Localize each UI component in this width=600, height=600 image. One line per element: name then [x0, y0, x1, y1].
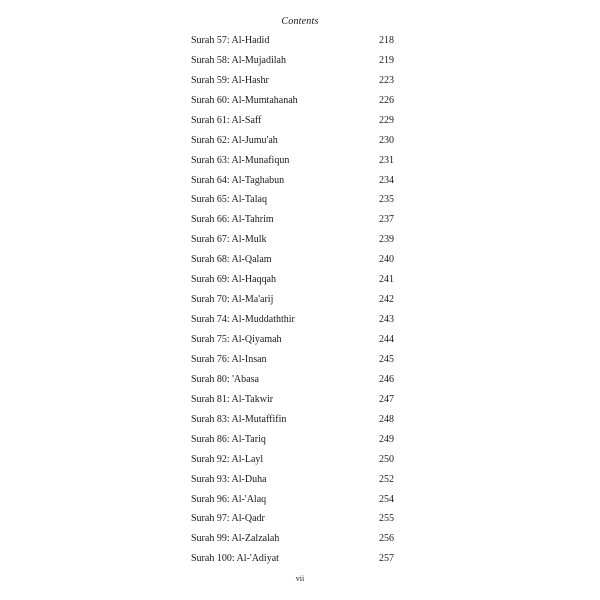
- toc-entry-title: Surah 57: Al-Hadid: [191, 34, 270, 46]
- toc-entry-title: Surah 60: Al-Mumtahanah: [191, 94, 298, 106]
- toc-entry-page: 234: [379, 174, 394, 186]
- toc-entry-page: 240: [379, 254, 394, 266]
- toc-entry: [191, 290, 394, 310]
- toc-entry-title: Surah 65: Al-Talaq: [191, 194, 267, 206]
- toc-entry: [191, 490, 394, 510]
- toc-entry: [191, 111, 394, 131]
- toc-entry-title: Surah 66: Al-Tahrim: [191, 214, 274, 226]
- toc-entry-title: Surah 81: Al-Takwir: [191, 393, 274, 405]
- toc-entry: [191, 430, 394, 450]
- toc-entry: [191, 230, 394, 250]
- toc-entry-page: 257: [379, 553, 394, 565]
- toc-entry: [191, 330, 394, 350]
- toc-entry: [191, 370, 394, 390]
- toc-entry-page: 226: [379, 94, 394, 106]
- toc-entry-title: Surah 59: Al-Hashr: [191, 74, 269, 86]
- toc-entry: [191, 450, 394, 470]
- toc-entry: [191, 549, 394, 569]
- toc-entry-title: Surah 62: Al-Jumu'ah: [191, 134, 278, 146]
- toc-entry-title: Surah 69: Al-Haqqah: [191, 274, 276, 286]
- toc-entry-page: 242: [379, 294, 394, 306]
- page-number: vii: [295, 574, 305, 583]
- toc-entry-page: 250: [379, 453, 394, 465]
- toc-entry: [191, 250, 394, 270]
- toc-entry-title: Surah 97: Al-Qadr: [191, 513, 265, 525]
- toc-entry: [191, 131, 394, 151]
- toc-entry: [191, 350, 394, 370]
- toc-entry-page: 255: [379, 513, 394, 525]
- toc-entry: [191, 191, 394, 211]
- toc-entry-page: 249: [379, 433, 394, 445]
- toc-entry-title: Surah 80: 'Abasa: [191, 373, 259, 385]
- toc-entry-title: Surah 70: Al-Ma'arij: [191, 294, 274, 306]
- toc-entry-page: 256: [379, 533, 394, 545]
- toc-entry-page: 235: [379, 194, 394, 206]
- toc-entry-page: 223: [379, 74, 394, 86]
- toc-entry: [191, 510, 394, 530]
- toc-entry-page: 219: [379, 54, 394, 66]
- toc-entry-title: Surah 74: Al-Muddaththir: [191, 314, 295, 326]
- toc-entry-title: Surah 68: Al-Qalam: [191, 254, 272, 266]
- toc-entry: [191, 270, 394, 290]
- toc-entry-page: 218: [379, 34, 394, 46]
- toc-entry: [191, 210, 394, 230]
- toc-entry-page: 252: [379, 473, 394, 485]
- toc-entry-title: Surah 93: Al-Duha: [191, 473, 267, 485]
- toc-entry-title: Surah 58: Al-Mujadilah: [191, 54, 286, 66]
- toc-entry-title: Surah 99: Al-Zalzalah: [191, 533, 280, 545]
- toc-entry: [191, 91, 394, 111]
- toc-entry-page: 230: [379, 134, 394, 146]
- toc-entry-title: Surah 96: Al-'Alaq: [191, 493, 267, 505]
- toc-entry-page: 231: [379, 154, 394, 166]
- toc-entry-title: Surah 61: Al-Saff: [191, 114, 262, 126]
- toc-entry-page: 243: [379, 314, 394, 326]
- toc-entry: [191, 71, 394, 91]
- table-of-contents: [191, 31, 394, 569]
- toc-entry-page: 247: [379, 393, 394, 405]
- toc-entry: [191, 171, 394, 191]
- toc-entry-title: Surah 63: Al-Munafiqun: [191, 154, 290, 166]
- toc-entry: [191, 151, 394, 171]
- toc-entry-title: Surah 86: Al-Tariq: [191, 433, 266, 445]
- toc-entry-title: Surah 64: Al-Taghabun: [191, 174, 285, 186]
- page-header: Contents: [281, 16, 319, 27]
- toc-entry: [191, 470, 394, 490]
- toc-entry: [191, 390, 394, 410]
- toc-entry: [191, 410, 394, 430]
- toc-entry-title: Surah 100: Al-'Adiyat: [191, 553, 279, 565]
- toc-entry-title: Surah 92: Al-Layl: [191, 453, 264, 465]
- toc-entry-page: 237: [379, 214, 394, 226]
- toc-entry-page: 245: [379, 353, 394, 365]
- toc-entry: [191, 51, 394, 71]
- toc-entry: [191, 529, 394, 549]
- toc-entry-page: 241: [379, 274, 394, 286]
- toc-entry-page: 229: [379, 114, 394, 126]
- toc-entry-page: 239: [379, 234, 394, 246]
- toc-entry: [191, 31, 394, 51]
- toc-entry-title: Surah 83: Al-Mutaffifin: [191, 413, 287, 425]
- toc-entry: [191, 310, 394, 330]
- toc-entry-title: Surah 75: Al-Qiyamah: [191, 334, 282, 346]
- toc-entry-page: 248: [379, 413, 394, 425]
- toc-entry-page: 254: [379, 493, 394, 505]
- toc-entry-page: 246: [379, 373, 394, 385]
- toc-entry-page: 244: [379, 334, 394, 346]
- toc-entry-title: Surah 67: Al-Mulk: [191, 234, 267, 246]
- toc-entry-title: Surah 76: Al-Insan: [191, 353, 267, 365]
